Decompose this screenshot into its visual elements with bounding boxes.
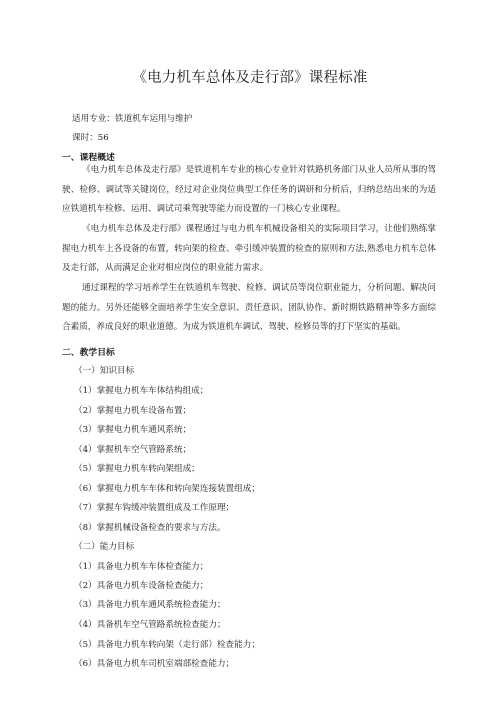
list-item: （6）掌握电力机车车体和转向架连接装置组成； [74, 484, 260, 494]
list-item: （3）掌握电力机车通风系统； [74, 425, 192, 435]
applicable-major: 适用专业：铁道机车运用与维护 [72, 114, 193, 124]
list-item: （1）掌握电力机车车体结构组成； [74, 386, 209, 396]
section-heading-objectives: 二、教学目标 [62, 348, 115, 358]
list-item: （6）具备电力机车司机室端部检查能力； [74, 659, 235, 669]
list-item: （5）具备电力机车转向架（走行部）检查能力； [74, 640, 260, 650]
list-item: （4）掌握机车空气管路系统； [74, 445, 192, 455]
overview-paragraph: 通过课程的学习培养学生在铁道机车驾驶、检修、调试员等岗位职业能力，分析问题、解决问题的能力。另外还能够全面培养学生安全意识、责任意识、团队协作、新时期铁路精神等多方面综合素质，养成良好的职业道德。为成为铁道机车调试、驾驶、检修员等的打下坚实的基础。 [62, 283, 436, 332]
list-item: （2）具备电力机车设备检查能力； [74, 581, 209, 591]
list-item: （5）掌握电力机车转向架组成； [74, 464, 200, 474]
list-item: （1）具备电力机车车体检查能力； [74, 562, 209, 572]
ability-objectives-label: （二）能力目标 [74, 542, 135, 552]
course-hours: 课时：56 [72, 133, 109, 143]
list-item: （3）具备电力机车通风系统检查能力； [74, 600, 226, 610]
overview-paragraph: 《电力机车总体及走行部》是铁道机车专业的核心专业针对铁路机务部门从业人员所从事的驾驶、检修、调试等关键岗位，经过对企业岗位典型工作任务的调研和分析后，归纳总结出来的为适应铁道机车检修、运用、调试司乘驾驶等能力而设置的一门核心专业课程。 [62, 165, 436, 214]
list-item: （4）具备机车空气管路系统检查能力； [74, 620, 226, 630]
list-item: （7）掌握车钩缓冲装置组成及工作原理； [74, 503, 235, 513]
list-item: （2）掌握电力机车设备布置； [74, 406, 192, 416]
list-item: （8）掌握机械设备检查的要求与方法。 [74, 523, 226, 533]
document-title: 《电力机车总体及走行部》课程标准 [132, 70, 368, 86]
overview-paragraph: 《电力机车总体及走行部》课程通过与电力机车机械设备相关的实际项目学习，让他们熟练掌握电力机车上各设备的布置，转向架的检查、牵引缓冲装置的检查的原则和方法,熟悉电力机车总体及走行部，从而满足企业对相应岗位的职业能力需求。 [62, 224, 436, 273]
section-heading-overview: 一、课程概述 [62, 153, 115, 163]
knowledge-objectives-label: （一）知识目标 [74, 366, 135, 376]
